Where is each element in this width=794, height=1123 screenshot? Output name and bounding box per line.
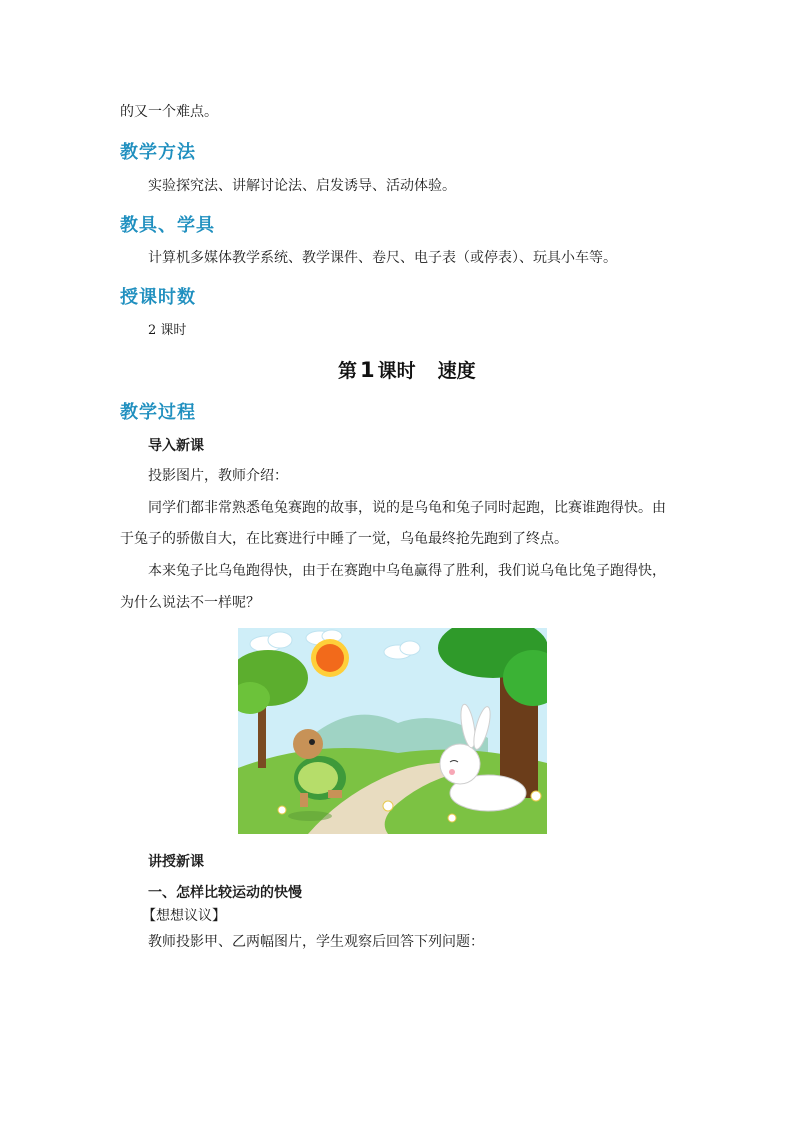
intro-tail-text: 的又一个难点。 (120, 104, 218, 120)
tools-body: 计算机多媒体教学系统、教学课件、卷尺、电子表（或停表）、玩具小车等。 (148, 250, 617, 266)
method-heading: 教学方法 (120, 142, 196, 163)
new-lesson-label: 讲授新课 (148, 854, 204, 870)
lesson-title (338, 356, 476, 383)
question-line-2: 为什么说法不一样呢？ (120, 595, 260, 611)
lesson-title-prefix: 第 (338, 360, 358, 382)
hours-body: 2 课时 (148, 323, 187, 338)
bracket-label: 【想想议议】 (142, 908, 226, 924)
tortoise-hare-illustration (238, 628, 547, 834)
section-one-heading: 一、怎样比较运动的快慢 (148, 885, 302, 901)
story-line-1: 同学们都非常熟悉龟兔赛跑的故事，说的是乌龟和兔子同时起跑，比赛谁跑得快。由 (148, 500, 666, 516)
hours-heading: 授课时数 (120, 287, 196, 308)
task-line: 教师投影甲、乙两幅图片，学生观察后回答下列问题： (148, 934, 484, 950)
sun-icon (311, 639, 349, 677)
intro-label: 导入新课 (148, 438, 204, 454)
tools-heading: 教具、学具 (120, 215, 215, 236)
lesson-title-suffix: 课时 (377, 360, 416, 382)
method-body: 实验探究法、讲解讨论法、启发诱导、活动体验。 (148, 178, 456, 194)
intro-line: 投影图片，教师介绍： (148, 468, 288, 484)
question-line-1: 本来兔子比乌龟跑得快，由于在赛跑中乌龟赢得了胜利，我们说乌龟比兔子跑得快， (148, 563, 666, 579)
process-heading: 教学过程 (120, 402, 196, 423)
lesson-title-number: 1 (360, 358, 375, 382)
lesson-title-topic: 速度 (437, 360, 476, 382)
story-line-2: 于兔子的骄傲自大，在比赛进行中睡了一觉，乌龟最终抢先跑到了终点。 (120, 531, 568, 547)
